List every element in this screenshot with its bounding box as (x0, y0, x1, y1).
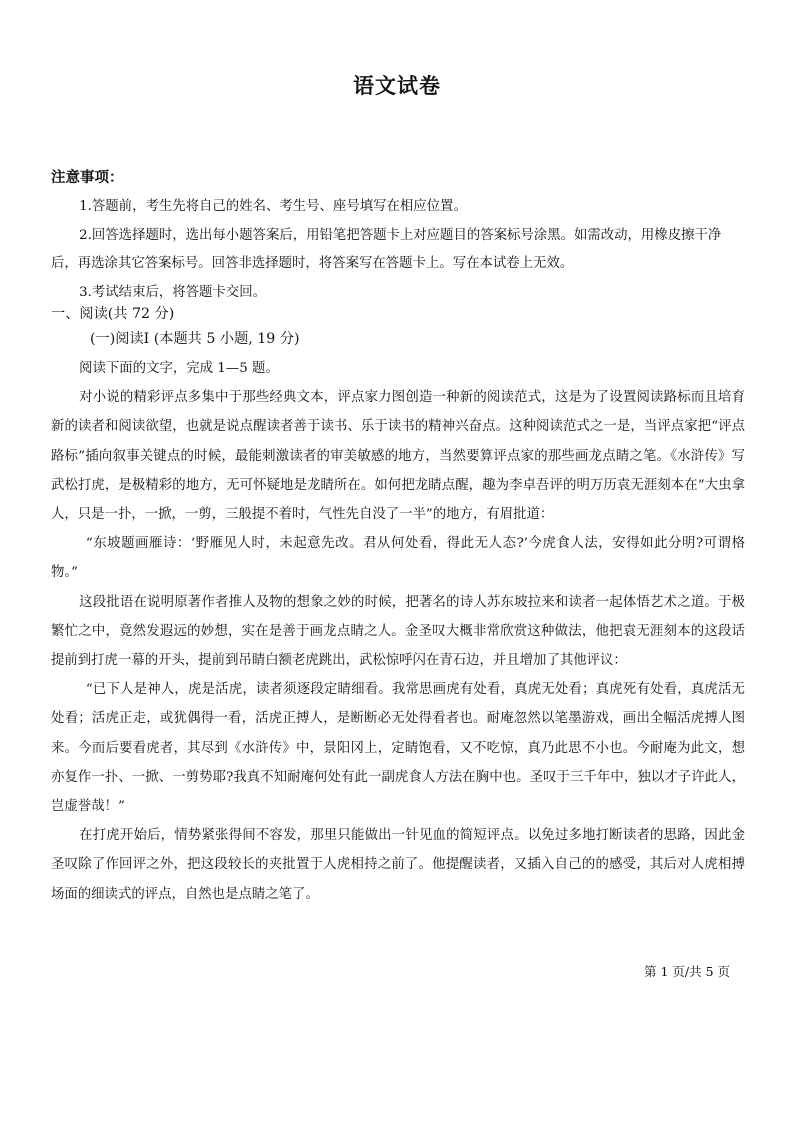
page-title: 语文试卷 (353, 74, 441, 98)
quote-paragraph: “东坡题画雁诗：‘野雁见人时，未起意先改。君从何处看，得此无人态?’今虎食人法，安得如此分明?可谓格物。” (51, 536, 745, 581)
notice-heading: 注意事项： (51, 170, 124, 186)
reading-passage (51, 354, 745, 909)
notice-list (51, 193, 745, 307)
passage-paragraph: 对小说的精彩评点多集中于那些经典文本，评点家力图创造一种新的阅读范式，这是为了设置阅读路标而且培育新的读者和阅读欲望，也就是说点醒读者善于读书、乐于读书的精神兴奋点。这种阅读范式之一是，当评点家把“评点路标”插向叙事关键点的时候，最能刺激读者的审美敏感的地方，当然要算评点家的那些画龙点睛之笔。《水浒传》写武松打虎，是极精彩的地方，无可怀疑地是龙睛所在。如何把龙睛点醒，趣为李卓吾评的明万历袁无涯刻本在“大虫拿人，只是一扑，一掀，一剪，三般提不着时，气性先自没了一半”的地方，有眉批道： (51, 390, 745, 523)
notice-item: 1.答题前，考生先将自己的姓名、考生号、座号填写在相应位置。 (79, 199, 467, 214)
notice-item: 2.回答选择题时，选出每小题答案后，用铅笔把答题卡上对应题目的答案标号涂黑。如需改动，用橡皮擦干净后，再选涂其它答案标号。回答非选择题时，将答案写在答题卡上。写在本试卷上无效。 (51, 227, 722, 271)
quote-paragraph: “已下人是神人，虎是活虎，读者须逐段定睛细看。我常思画虎有处看，真虎无处看；真虎死有处看，真虎活无处看；活虎正走，或犹偶得一看，活虎正搏人，是断断必无处得看者也。耐庵忽然以笔墨游戏，画出全幅活虎搏人图来。今而后要看虎者，其尽到《水浒传》中，景阳冈上，定睛饱看，又不吃惊，真乃此思不小也。今耐庵为此文，想亦复作一扑、一掀、一剪势耶?我真不知耐庵何处有此一副虎食人方法在胸中也。圣叹于三千年中，独以才子许此人，岂虚誉哉！” (51, 682, 745, 815)
notice-item: 3.考试结束后，将答题卡交回。 (79, 284, 266, 300)
passage-paragraph: 在打虎开始后，情势紧张得间不容发，那里只能做出一针见血的简短评点。以免过多地打断读者的思路，因此金圣叹除了作回评之外，把这段较长的夹批置于人虎相持之前了。他提醒读者，又插入自己的的感受，其后对人虎相搏场面的细读式的评点，自然也是点睛之笔了。 (51, 828, 745, 902)
passage-paragraph: 这段批语在说明原著作者推人及物的想象之妙的时候，把著名的诗人苏东坡拉来和读者一起体悟艺术之道。于极繁忙之中，竟然发遐远的妙想，实在是善于画龙点睛之人。金圣叹大概非常欣赏这种做法，他把袁无涯刻本的这段话提前到打虎一幕的开头，提前到吊睛白额老虎跳出，武松惊呼闪在青石边，并且增加了其他评议： (51, 594, 745, 669)
section-heading: 一、阅读(共 72 分) (51, 306, 175, 322)
instruction-paragraph: 阅读下面的文字，完成 1—5 题。 (79, 361, 279, 376)
subsection-heading: (一)阅读Ⅰ (本题共 5 小题, 19 分) (90, 331, 300, 347)
page-number: 第 1 页/共 5 页 (643, 964, 730, 979)
